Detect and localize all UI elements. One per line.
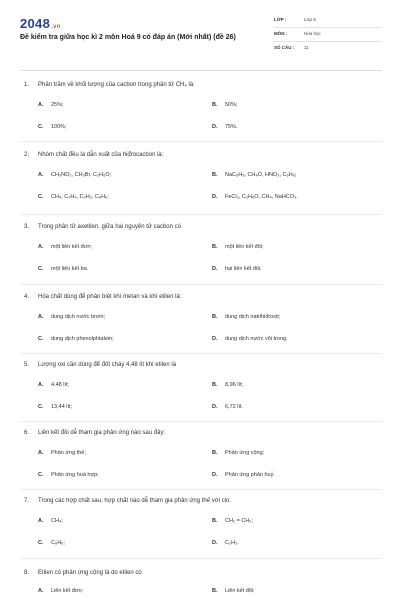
option-text: một liên kết đôi; <box>225 244 264 250</box>
option-text: C₆H₆; <box>51 540 65 546</box>
option-d[interactable] <box>212 336 288 342</box>
option-b[interactable] <box>212 450 264 456</box>
logo-text: 2048 <box>20 16 51 31</box>
option-key: D. <box>212 124 218 130</box>
option-c[interactable] <box>38 472 99 478</box>
option-c[interactable] <box>38 194 109 200</box>
option-key: C. <box>38 194 44 200</box>
option-text: 75%. <box>225 124 238 130</box>
option-d[interactable] <box>212 540 239 546</box>
question-divider <box>20 421 382 422</box>
option-key: D. <box>212 266 218 272</box>
question-text: Nhóm chất đều là dẫn xuất của hiđrocacbon là: <box>38 152 164 158</box>
question-number: 5. <box>24 362 30 368</box>
option-key: A. <box>38 102 44 108</box>
question-text: Phần trăm về khối lượng của cacbon trong phân tử CH₄ là: <box>38 82 195 88</box>
option-b[interactable] <box>212 314 280 320</box>
option-text: CH₃NO₂, CH₃Br, C₂H₆O; <box>51 172 112 178</box>
option-text: Phản ứng thế; <box>51 450 86 456</box>
question-text: Etilen có phản ứng cộng là do etilen có <box>38 570 142 576</box>
option-d[interactable] <box>212 266 262 272</box>
option-key: D. <box>212 472 218 478</box>
option-a[interactable] <box>38 450 86 456</box>
option-text: 50%; <box>225 102 238 108</box>
option-text: CH₂ = CH₂; <box>225 518 253 524</box>
option-key: C. <box>38 266 44 272</box>
option-d[interactable] <box>212 472 275 478</box>
question-divider <box>20 284 382 285</box>
option-key: A. <box>38 172 44 178</box>
option-key: A. <box>38 518 44 524</box>
option-text: CH₄; <box>51 518 63 524</box>
option-key: B. <box>212 518 218 524</box>
option-b[interactable] <box>212 588 255 594</box>
option-text: Liên kết đôi; <box>225 588 255 594</box>
question-number: 1. <box>24 82 30 88</box>
option-text: 4,48 lít; <box>51 382 70 388</box>
option-b[interactable] <box>212 172 296 178</box>
option-key: A. <box>38 314 44 320</box>
meta-row-subject <box>274 28 382 42</box>
option-a[interactable] <box>38 244 92 250</box>
question-number: 4. <box>24 294 30 300</box>
option-key: B. <box>212 382 218 388</box>
meta-value: Hóa học <box>304 31 321 36</box>
option-key: B. <box>212 450 218 456</box>
meta-label: SỐ CÂU : <box>274 45 295 50</box>
option-text: C₂H₂. <box>225 540 239 546</box>
option-text: 25%; <box>51 102 64 108</box>
question-number: 2. <box>24 152 30 158</box>
option-key: C. <box>38 540 44 546</box>
option-key: A. <box>38 382 44 388</box>
option-text: 100%; <box>51 124 67 130</box>
option-key: A. <box>38 244 44 250</box>
option-b[interactable] <box>212 382 243 388</box>
question-divider <box>20 141 382 142</box>
option-text: FeCl₃, C₂H₆O, CH₄, NaHCO₃. <box>225 194 298 200</box>
logo-suffix: .vn <box>51 24 61 30</box>
question-divider <box>20 489 382 490</box>
meta-info <box>274 14 382 55</box>
option-c[interactable] <box>38 124 67 130</box>
option-b[interactable] <box>212 244 264 250</box>
document-title: Đề kiểm tra giữa học kì 2 môn Hoá 9 có đáp án (Mới nhất) (đề 26) <box>20 34 236 41</box>
question-text: Trong phân tử axetilen, giữa hai nguyên tử cacbon có <box>38 224 181 230</box>
option-text: dung dịch nước brom; <box>51 314 106 320</box>
question-number: 3. <box>24 224 30 230</box>
option-c[interactable] <box>38 540 65 546</box>
option-a[interactable] <box>38 314 105 320</box>
option-text: CH₄, C₂H₄, C₂H₂, C₆H₆; <box>51 194 109 200</box>
question-divider <box>20 214 382 215</box>
meta-row-class <box>274 14 382 28</box>
option-text: dung dịch nước vôi trong. <box>225 336 288 342</box>
option-a[interactable] <box>38 382 69 388</box>
question-text: Lượng oxi cần dùng để đốt cháy 4,48 lít khí etilen là <box>38 362 177 368</box>
option-text: hai liên kết đôi. <box>225 266 262 272</box>
option-key: C. <box>38 404 44 410</box>
option-c[interactable] <box>38 336 114 342</box>
option-text: 8,96 lít; <box>225 382 244 388</box>
header-divider <box>20 70 382 71</box>
question-number: 8. <box>24 570 30 576</box>
question-text: Trong các hợp chất sau, hợp chất nào dễ tham gia phản ứng thế với clo: <box>38 498 232 504</box>
option-d[interactable] <box>212 124 238 130</box>
option-key: B. <box>212 244 218 250</box>
meta-label: MÔN : <box>274 31 288 36</box>
option-key: C. <box>38 472 44 478</box>
option-a[interactable] <box>38 588 83 594</box>
option-text: Phản ứng cộng; <box>225 450 265 456</box>
option-text: 6,72 lít. <box>225 404 244 410</box>
question-number: 7. <box>24 498 30 504</box>
site-logo[interactable] <box>20 16 61 31</box>
option-c[interactable] <box>38 404 72 410</box>
question-divider <box>20 353 382 354</box>
option-key: D. <box>212 540 218 546</box>
meta-row-count <box>274 42 382 55</box>
option-text: một liên kết đơn; <box>51 244 92 250</box>
option-text: Phản ứng phân huỷ. <box>225 472 275 478</box>
option-b[interactable] <box>212 102 238 108</box>
option-key: D. <box>212 336 218 342</box>
option-key: C. <box>38 336 44 342</box>
option-key: B. <box>212 172 218 178</box>
option-text: NaC₆H₅, CH₄O, HNO₃, C₆H₆; <box>225 172 297 178</box>
option-b[interactable] <box>212 518 253 524</box>
option-text: 13,44 lít; <box>51 404 73 410</box>
option-text: dung dịch natrihiđroxit; <box>225 314 281 320</box>
option-c[interactable] <box>38 266 87 272</box>
option-key: A. <box>38 450 44 456</box>
option-key: D. <box>212 194 218 200</box>
option-d[interactable] <box>212 194 298 200</box>
option-d[interactable] <box>212 404 243 410</box>
option-key: B. <box>212 314 218 320</box>
option-text: Phản ứng hoá hợp; <box>51 472 99 478</box>
option-key: C. <box>38 124 44 130</box>
option-key: B. <box>212 102 218 108</box>
option-a[interactable] <box>38 518 63 524</box>
option-text: dung dịch phenolphtalein; <box>51 336 114 342</box>
option-key: B. <box>212 588 218 594</box>
option-a[interactable] <box>38 172 111 178</box>
question-text: Liên kết đôi dễ tham gia phản ứng nào sau đây: <box>38 430 166 436</box>
option-key: A. <box>38 588 44 594</box>
option-key: D. <box>212 404 218 410</box>
option-text: Liên kết đơn; <box>51 588 84 594</box>
question-divider <box>20 558 382 559</box>
meta-value: Lớp 9 <box>304 17 316 22</box>
page-header <box>20 14 382 64</box>
meta-label: LỚP : <box>274 17 287 22</box>
question-number: 6. <box>24 430 30 436</box>
question-text: Hóa chất dùng để phân biệt khí metan và khí etilen là: <box>38 294 182 300</box>
option-text: một liên kết ba <box>51 266 87 272</box>
meta-value: 11 <box>304 45 309 50</box>
option-a[interactable] <box>38 102 64 108</box>
